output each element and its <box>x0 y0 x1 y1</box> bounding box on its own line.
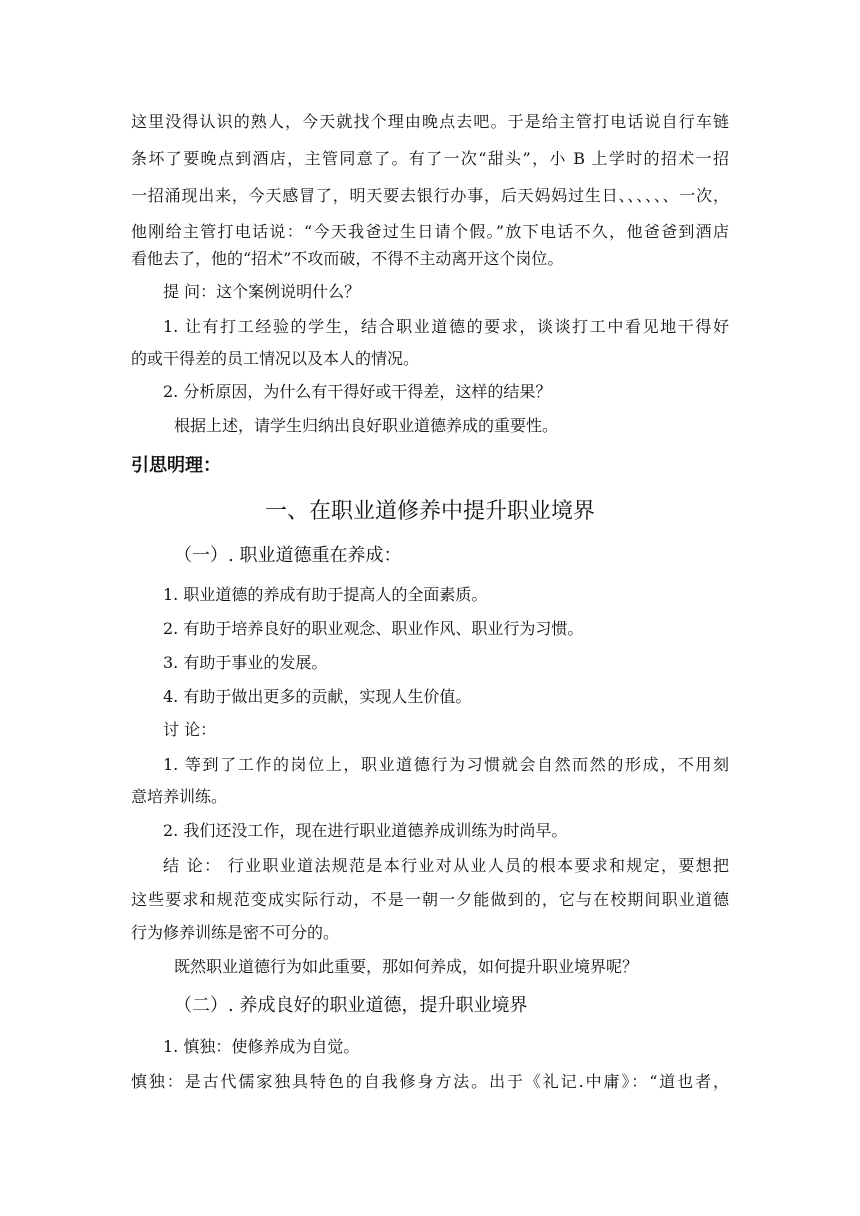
discussion-item: 1. 等到了工作的岗位上，职业道德行为习惯就会自然而然的形成，不用刻 <box>163 755 729 774</box>
question-label: 提 问：这个案例说明什么？ <box>163 282 361 301</box>
question-item: 1. 让有打工经验的学生，结合职业道德的要求，谈谈打工中看见地干得好 <box>163 317 729 336</box>
list-item: 3. 有助于事业的发展。 <box>163 653 328 672</box>
list-item: 2. 有助于培养良好的职业观念、职业作风、职业行为习惯。 <box>163 619 584 638</box>
list-item: 1. 慎独：使修养成为自觉。 <box>163 1037 360 1056</box>
paragraph-line: 慎独：是古代儒家独具特色的自我修身方法。出于《礼记.中庸》：“道也者， <box>131 1072 729 1091</box>
list-item: 4. 有助于做出更多的贡献，实现人生价值。 <box>163 687 472 706</box>
discussion-item-cont: 意培养训练。 <box>131 787 228 806</box>
conclusion-line: 行为修养训练是密不可分的。 <box>131 923 340 942</box>
discussion-label: 讨 论： <box>163 720 217 739</box>
subsection-heading: （一）. 职业道德重在养成： <box>174 545 402 566</box>
transition-text: 既然职业道德行为如此重要，那如何养成，如何提升职业境界呢？ <box>174 957 639 976</box>
subsection-heading: （二）. 养成良好的职业道德，提升职业境界 <box>174 995 528 1016</box>
paragraph-line: 条坏了要晚点到酒店，主管同意了。有了一次“甜头”，小 B 上学时的招术一招 <box>131 149 729 168</box>
list-item: 1. 职业道德的养成有助于提高人的全面素质。 <box>163 585 488 604</box>
section-label: 引思明理： <box>131 455 221 476</box>
question-item: 2. 分析原因，为什么有干得好或干得差，这样的结果？ <box>163 382 552 401</box>
conclusion-line: 结 论： 行业职业道法规范是本行业对从业人员的根本要求和规定，要想把 <box>163 856 729 875</box>
paragraph-line: 一招涌现出来，今天感冒了，明天要去银行办事，后天妈妈过生日、、、、、、一次， <box>131 186 729 205</box>
paragraph-line: 他刚给主管打电话说：“今天我爸过生日请个假。”放下电话不久，他爸爸到酒店 <box>131 222 729 241</box>
conclusion-line: 这些要求和规范变成实际行动，不是一朝一夕能做到的，它与在校期间职业道德 <box>131 890 729 909</box>
paragraph-line: 这里没得认识的熟人，今天就找个理由晚点去吧。于是给主管打电话说自行车链 <box>131 112 729 131</box>
question-item-cont: 的或干得差的员工情况以及本人的情况。 <box>131 349 420 368</box>
summary-prompt: 根据上述，请学生归纳出良好职业道德养成的重要性。 <box>174 416 559 435</box>
discussion-item: 2. 我们还没工作，现在进行职业道德养成训练为时尚早。 <box>163 821 568 840</box>
section-heading: 一、在职业道修养中提升职业境界 <box>264 499 595 524</box>
paragraph-line: 看他去了，他的“招术”不攻而破，不得不主动离开这个岗位。 <box>131 249 564 268</box>
